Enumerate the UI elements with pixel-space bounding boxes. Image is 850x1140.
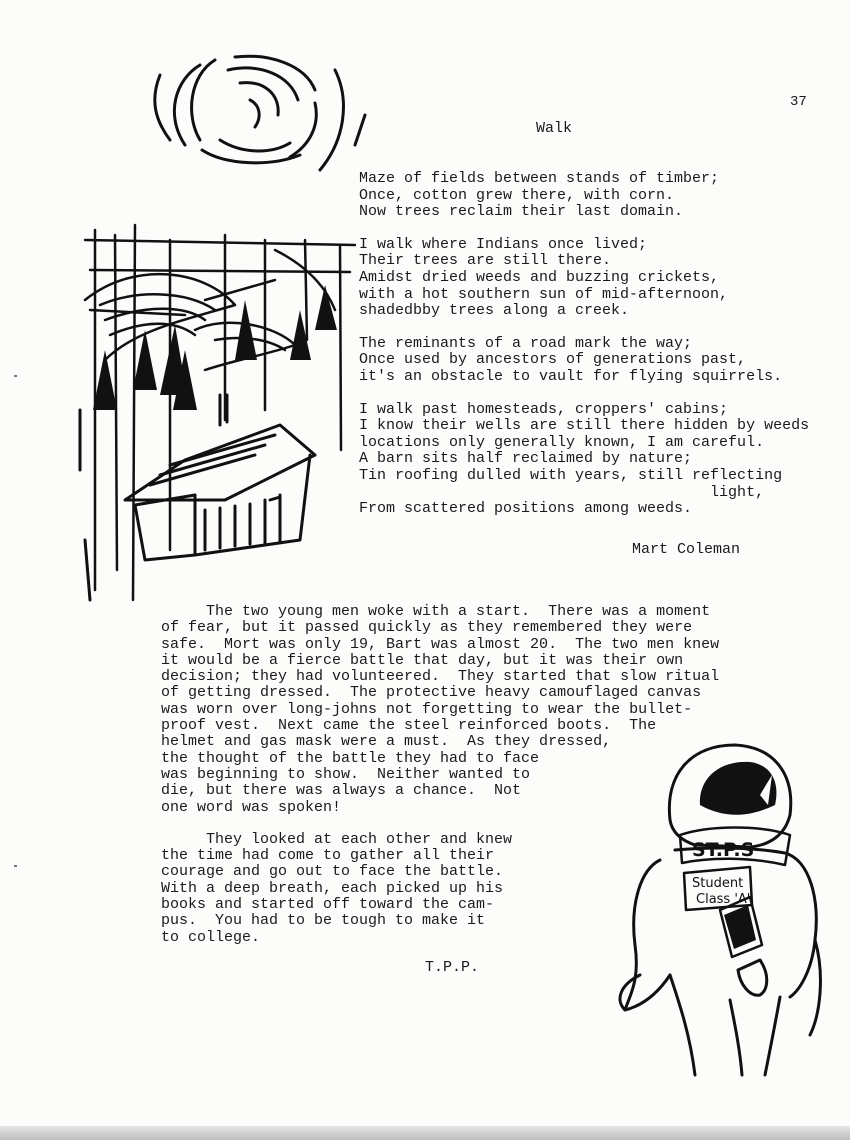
badge-line-2: Class 'A' — [696, 892, 751, 907]
astronaut-student-drawing — [600, 735, 830, 1080]
story-line: proof vest. Next came the steel reinforced boots. The — [161, 717, 657, 735]
story-line: The two young men woke with a start. There was a moment — [161, 603, 711, 620]
story-line: decision; they had volunteered. They started that slow ritual — [161, 668, 720, 686]
story-line: it would be a fierce battle that day, but it was their own — [161, 651, 684, 669]
story-line: They looked at each other and knew — [161, 830, 513, 848]
poem-stanza — [359, 336, 849, 386]
poem-line: The reminants of a road mark the way; — [359, 334, 693, 352]
story-line: the thought of the battle they had to face — [161, 749, 540, 767]
poem-line: Maze of fields between stands of timber; — [359, 170, 720, 187]
poem-author: Mart Coleman — [632, 541, 741, 558]
sun-drawing — [140, 45, 380, 175]
poem-line: light, — [359, 483, 765, 501]
poem-line: locations only generally known, I am careful. — [359, 433, 765, 451]
poem-line: Their trees are still there. — [359, 252, 612, 270]
badge-line-1: Student — [692, 876, 744, 891]
story-line: of fear, but it passed quickly as they remembered they were — [161, 619, 693, 637]
story-line: helmet and gas mask were a must. As they dressed, — [161, 733, 612, 751]
story-author: T.P.P. — [425, 959, 480, 976]
story-line: of getting dressed. The protective heavy camouflaged canvas — [161, 684, 702, 702]
poem-line: A barn sits half reclaimed by nature; — [359, 450, 693, 468]
story-line: pus. You had to be tough to make it — [161, 912, 486, 930]
story-line: books and started off toward the cam- — [161, 896, 495, 914]
cabin-in-woods-drawing — [75, 210, 360, 600]
page-number: 37 — [790, 94, 807, 110]
poem-line: I walk where Indians once lived; — [359, 235, 648, 253]
margin-mark — [14, 865, 17, 867]
poem-line: I know their wells are still there hidden by weeds — [359, 417, 810, 435]
poem-line: I walk past homesteads, croppers' cabins; — [359, 400, 729, 418]
story-line: die, but there was always a chance. Not — [161, 782, 522, 800]
poem-line: From scattered positions among weeds. — [359, 500, 693, 518]
poem-line: it's an obstacle to vault for flying squirrels. — [359, 367, 783, 385]
story-line: the time had come to gather all their — [161, 847, 495, 865]
poem-line: Tin roofing dulled with years, still reflecting — [359, 466, 783, 484]
poem-line: Now trees reclaim their last domain. — [359, 203, 684, 221]
story-line: With a deep breath, each picked up his — [161, 879, 504, 897]
story-line: safe. Mort was only 19, Bart was almost 20. The two men knew — [161, 635, 720, 653]
poem-line: Amidst dried weeds and buzzing crickets, — [359, 268, 720, 286]
story-line: one word was spoken! — [161, 798, 342, 816]
poem-line: shadedbby trees along a creek. — [359, 302, 630, 320]
page-bottom-edge — [0, 1126, 850, 1140]
poem-title: Walk — [536, 120, 573, 137]
margin-mark — [14, 375, 17, 377]
poem-stanza — [359, 171, 849, 221]
poem-stanza — [359, 237, 849, 320]
poem-stanza — [359, 402, 849, 518]
suit-label: ST.P.S — [692, 839, 755, 861]
story-line: courage and go out to face the battle. — [161, 863, 504, 881]
story-line: to college. — [161, 928, 261, 946]
poem-line: with a hot southern sun of mid-afternoon, — [359, 285, 729, 303]
poem-line: Once used by ancestors of generations past, — [359, 351, 747, 369]
poem-body — [359, 171, 849, 534]
poem-line: Once, cotton grew there, with corn. — [359, 186, 675, 204]
story-line: was worn over long-johns not forgetting to wear the bullet- — [161, 700, 693, 718]
story-line: was beginning to show. Neither wanted to — [161, 765, 531, 783]
